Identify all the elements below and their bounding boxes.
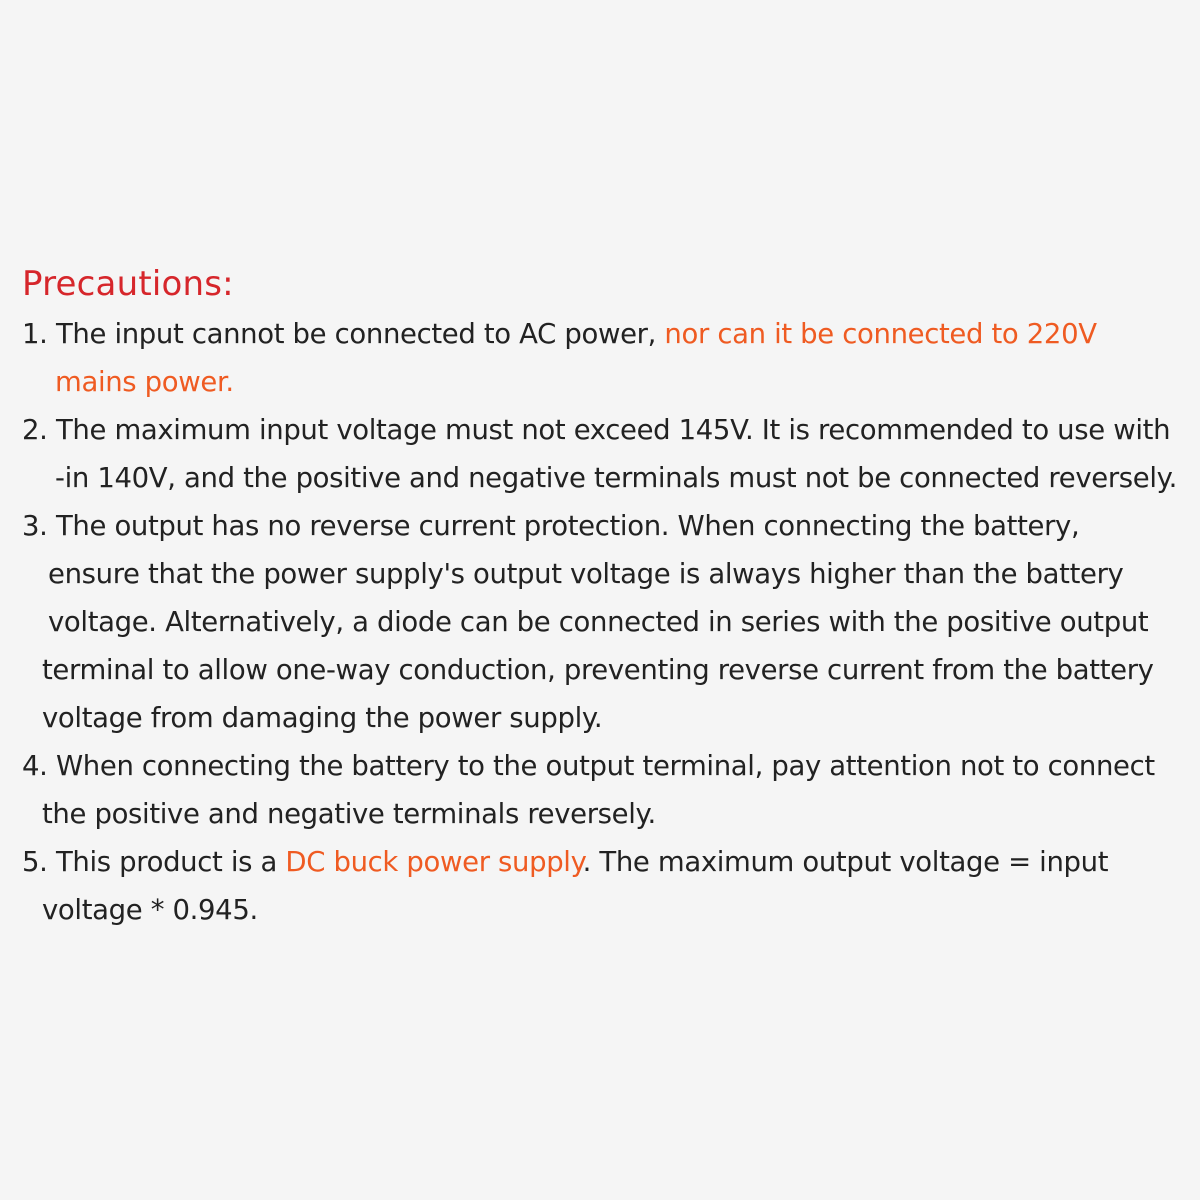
item-3-line-5 — [42, 700, 602, 736]
item-5-line-1 — [22, 844, 1108, 880]
item-3-text-cont-1: ensure that the power supply's output voltage is always higher than the battery — [48, 558, 1124, 590]
item-1-highlight: nor can it be connected to 220V — [664, 318, 1097, 350]
item-5-number: 5. — [22, 846, 48, 878]
item-1-text: The input cannot be connected to AC power, — [55, 318, 665, 350]
item-4-line-1 — [22, 748, 1155, 784]
item-3-line-3 — [48, 604, 1148, 640]
item-2-text-cont: -in 140V, and the positive and negative terminals must not be connected reversely. — [55, 462, 1178, 494]
item-5-line-2 — [42, 892, 258, 928]
item-2-line-1 — [22, 412, 1170, 448]
item-5-text: This product is a — [55, 846, 286, 878]
item-1-highlight-cont: mains power. — [55, 366, 234, 398]
item-4-number: 4. — [22, 750, 48, 782]
item-1-number: 1. — [22, 318, 48, 350]
item-4-text-cont: the positive and negative terminals reversely. — [42, 798, 656, 830]
precautions-heading: Precautions: — [22, 264, 234, 304]
item-3-line-1 — [22, 508, 1079, 544]
item-4-text: When connecting the battery to the output terminal, pay attention not to connect — [55, 750, 1155, 782]
item-3-text: The output has no reverse current protection. When connecting the battery, — [55, 510, 1080, 542]
item-3-text-cont-4: voltage from damaging the power supply. — [42, 702, 603, 734]
item-5-highlight: DC buck power supply — [285, 846, 583, 878]
item-2-text: The maximum input voltage must not exceed 145V. It is recommended to use with — [55, 414, 1171, 446]
item-3-text-cont-3: terminal to allow one-way conduction, preventing reverse current from the battery — [42, 654, 1154, 686]
item-1-line-1 — [22, 316, 1097, 352]
item-3-line-2 — [48, 556, 1123, 592]
item-3-number: 3. — [22, 510, 48, 542]
item-2-line-2 — [55, 460, 1177, 496]
item-4-line-2 — [42, 796, 656, 832]
item-1-line-2 — [55, 364, 234, 400]
item-3-text-cont-2: voltage. Alternatively, a diode can be connected in series with the positive output — [48, 606, 1149, 638]
item-2-number: 2. — [22, 414, 48, 446]
item-3-line-4 — [42, 652, 1154, 688]
item-5-text-cont: voltage * 0.945. — [42, 894, 258, 926]
item-5-text-after: . The maximum output voltage = input — [582, 846, 1109, 878]
